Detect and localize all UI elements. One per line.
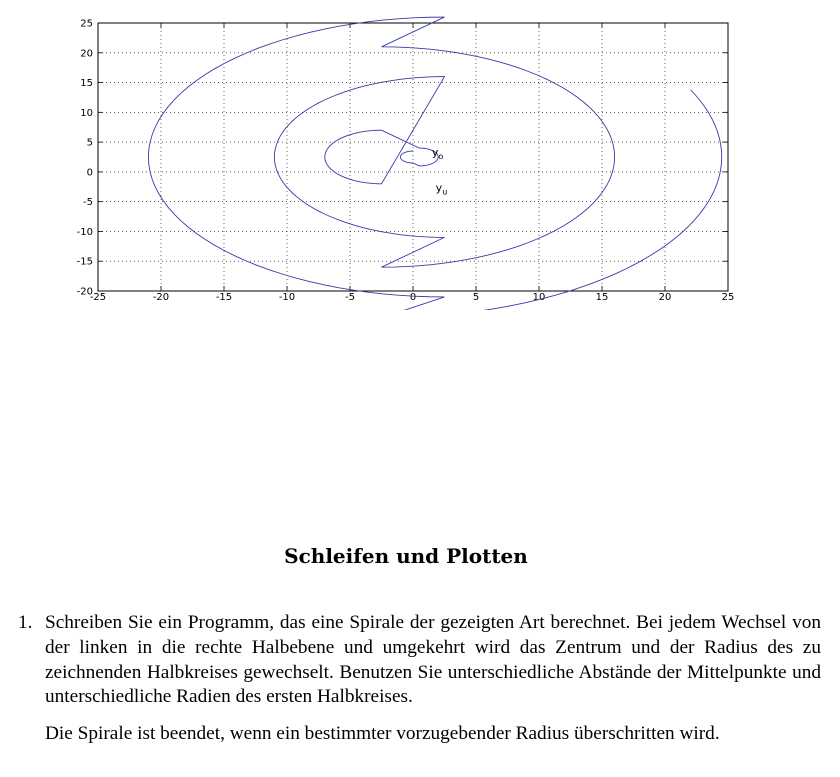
- y-tick-label: 5: [86, 137, 93, 149]
- y-tick-label: 20: [80, 48, 93, 60]
- y-tick-labels: [77, 19, 93, 298]
- exercise-paragraph-2: Die Spirale ist beendet, wenn ein bestimmter vorzugebender Radius überschritten wird.: [45, 723, 720, 745]
- x-tick-label: 10: [532, 292, 546, 303]
- exercise-paragraph-1: Schreiben Sie ein Programm, das eine Spirale der gezeigten Art berechnet. Bei jedem Wechsel von der linken in die rechte Halbebene und umgekehrt wird das Zentrum und der Radius des zu zeichnenden Halbkreises gewechselt. Benutzen Sie unterschiedliche Abstände der Mittelpunkte und unterschiedliche Radien des ersten Halbkreises.: [45, 612, 821, 708]
- exercise-1: [18, 611, 821, 747]
- x-tick-label: -15: [215, 292, 233, 303]
- series-label-y-o: $y_o$: [431, 145, 444, 161]
- x-tick-label: -25: [89, 292, 107, 303]
- x-tick-label: -20: [152, 292, 170, 303]
- x-tick-label: -5: [345, 292, 355, 303]
- spiral-plot: [0, 0, 840, 310]
- exercise-number: 1.: [18, 612, 33, 633]
- x-tick-label: 5: [472, 292, 480, 303]
- y-tick-label: 15: [80, 78, 93, 90]
- x-tick-label: 15: [595, 292, 609, 303]
- x-tick-label: -10: [278, 292, 296, 303]
- y-tick-label: -15: [76, 256, 93, 268]
- x-tick-label: 0: [409, 292, 417, 303]
- x-tick-label: 20: [658, 292, 672, 303]
- y-tick-label: -10: [76, 226, 93, 238]
- y-tick-label: 10: [80, 107, 93, 119]
- section-heading: Schleifen und Plotten: [284, 544, 528, 568]
- y-tick-label: 0: [86, 167, 93, 179]
- x-tick-label: 25: [721, 292, 735, 303]
- y-tick-label: -5: [83, 197, 93, 209]
- y-tick-label: 25: [80, 18, 93, 30]
- y-tick-label: -20: [76, 286, 93, 298]
- x-tick-labels: [90, 292, 735, 303]
- series-label-y-u: $y_u$: [435, 181, 448, 197]
